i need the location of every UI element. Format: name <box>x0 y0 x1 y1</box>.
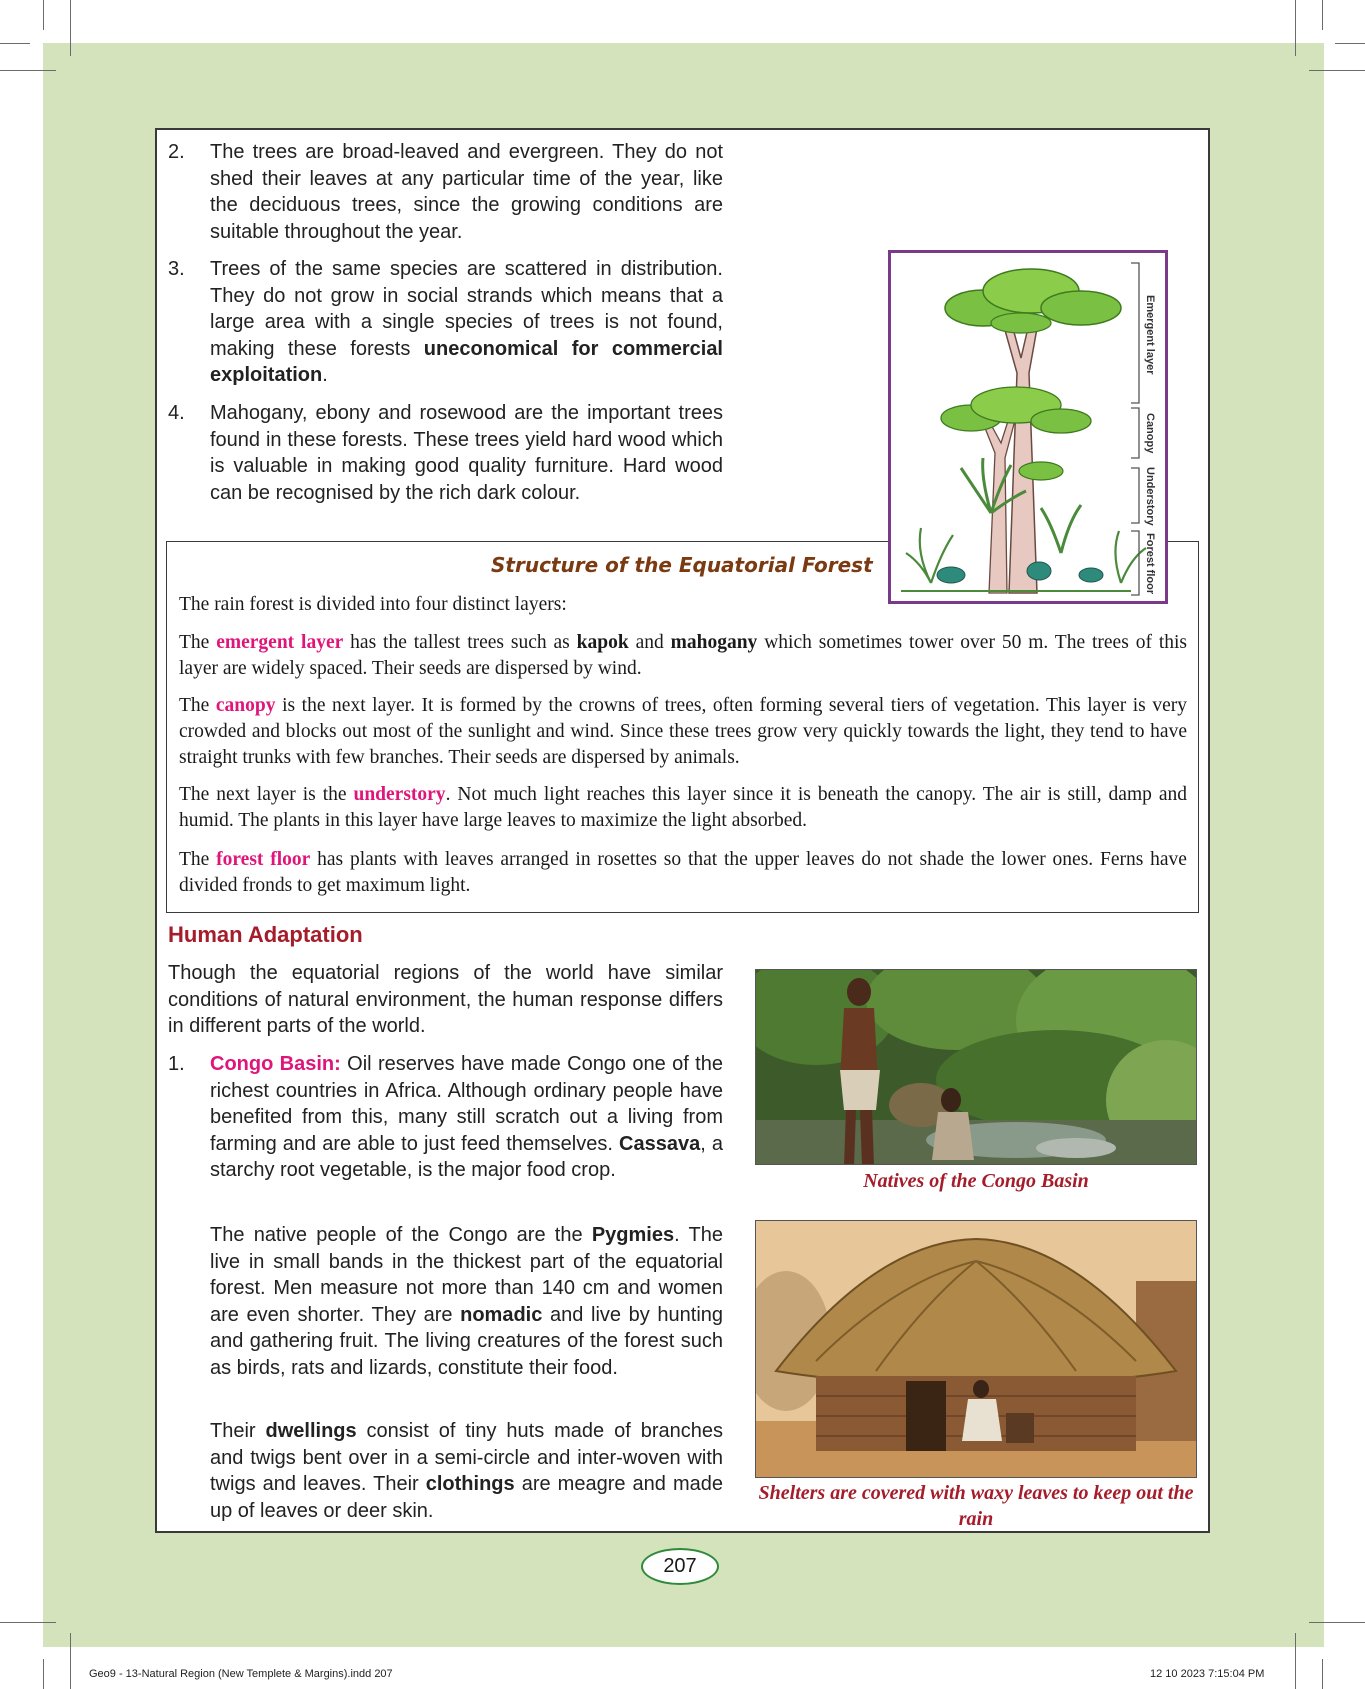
crop-mark <box>70 1633 71 1689</box>
tree-illustration <box>891 253 1165 601</box>
layer-label: Canopy <box>1144 413 1156 454</box>
hut-scene-image <box>756 1221 1197 1478</box>
highlight-term: understory <box>353 784 446 805</box>
list-item <box>168 256 723 389</box>
text-part: The <box>179 849 217 870</box>
crop-mark <box>70 0 71 56</box>
crop-mark <box>1295 0 1296 56</box>
layer-label: Forest floor <box>1144 533 1156 595</box>
highlight-term: canopy <box>215 695 276 716</box>
list-item <box>168 139 723 245</box>
forest-layers-figure <box>888 250 1168 604</box>
list-text: The trees are broad-leaved and evergreen. They do not shed their leaves at any particular time of the year, like the deciduous trees, since the growing conditions are suitable throughout the year. <box>210 141 723 243</box>
crop-mark <box>43 1659 44 1689</box>
text-part: , a starchy root vegetable, is the major food crop. <box>210 1132 723 1181</box>
photo-caption: Shelters are covered with waxy leaves to keep out the rain <box>758 1482 1194 1530</box>
text-part: . Not much light reaches this layer since it is beneath the canopy. The air is still, damp and humid. The plants in this layer have large leaves to maximize the light absorbed. <box>179 784 1187 831</box>
bold-term: Cassava <box>619 1132 701 1155</box>
forest-scene-image <box>756 970 1197 1165</box>
highlight-term: emergent layer <box>216 632 344 653</box>
list-text-part: . <box>322 364 328 386</box>
list-item <box>168 1051 723 1184</box>
box-paragraph-understory <box>179 782 1187 834</box>
layer-label: Understory <box>1144 467 1156 526</box>
text-part: has the tallest trees such as <box>343 632 577 653</box>
bold-term: kapok <box>576 632 629 653</box>
bold-phrase: uneconomical for commercial exploitation <box>210 337 723 386</box>
text-part: are meagre and made up of leaves or deer skin. <box>210 1473 723 1522</box>
text-part: Their <box>210 1420 266 1442</box>
bold-term: Pygmies <box>591 1224 675 1246</box>
highlight-term: forest floor <box>216 849 311 870</box>
page-number: 207 <box>641 1548 719 1585</box>
crop-mark <box>1309 70 1365 71</box>
list-text <box>210 1051 723 1184</box>
list-number: 4. <box>168 402 185 424</box>
text-part: Oil reserves have made Congo one of the richest countries in Africa. Although ordinary people have benefited from this, many still scratch out a living from farming and are able to just feed themselves. <box>210 1053 723 1155</box>
text-part: is the next layer. It is formed by the crowns of trees, often forming several tiers of vegetation. This layer is very crowded and blocks out most of the sunlight and wind. Since these trees grow very quickly towards the light, they tend to have straight trunks with few branches. Their seeds are dispersed by animals. <box>179 695 1187 768</box>
crop-mark <box>1322 1659 1323 1689</box>
list-text <box>210 256 723 389</box>
slug-file-info: Geo9 - 13-Natural Region (New Templete & Margins).indd 207 <box>89 1668 393 1680</box>
crop-mark <box>1295 1633 1296 1689</box>
list-number: 3. <box>168 258 185 280</box>
section-heading: Human Adaptation <box>168 922 363 947</box>
text-part: which sometimes tower over 50 m. The trees of this layer are widely spaced. Their seeds are dispersed by wind. <box>179 632 1187 679</box>
text-part: has plants with leaves arranged in rosettes so that the upper leaves do not shade the lower ones. Ferns have divided fronds to get maximum light. <box>179 849 1187 896</box>
crop-mark <box>43 0 44 30</box>
crop-mark <box>0 43 30 44</box>
box-intro: The rain forest is divided into four distinct layers: <box>179 594 567 615</box>
text-part: and <box>628 632 671 653</box>
crop-mark <box>0 70 56 71</box>
bold-term: mahogany <box>670 632 758 653</box>
crop-mark <box>1322 0 1323 30</box>
slug-timestamp: 12 10 2023 7:15:04 PM <box>1150 1668 1265 1680</box>
photo-caption: Natives of the Congo Basin <box>863 1170 1089 1192</box>
text-part: The <box>179 632 217 653</box>
crop-mark <box>0 1622 56 1623</box>
photo-congo-natives <box>755 969 1197 1165</box>
list-item <box>168 400 723 506</box>
text-part: . The live in small bands in the thickest part of the equatorial forest. Men measure not more than 140 cm and women are even shorter. They are <box>210 1224 723 1326</box>
section-intro: Though the equatorial regions of the world have similar conditions of natural environment, the human response differs in different parts of the world. <box>168 962 723 1037</box>
box-paragraph-emergent <box>179 630 1187 682</box>
text-part: The next layer is the <box>179 784 354 805</box>
text-part: consist of tiny huts made of branches and twigs bent over in a semi-circle and inter-woven with twigs and leaves. Their <box>210 1420 723 1495</box>
text-part: and live by hunting and gathering fruit. The living creatures of the forest such as birds, rats and lizards, constitute their food. <box>210 1303 724 1379</box>
highlight-term: Congo Basin: <box>210 1053 341 1075</box>
box-paragraph-canopy <box>179 693 1187 771</box>
photo-thatched-hut <box>755 1220 1197 1478</box>
text-part: The <box>179 695 216 716</box>
bold-term: dwellings <box>265 1420 357 1442</box>
list-number: 1. <box>168 1053 185 1075</box>
paragraph-dwellings <box>210 1418 723 1524</box>
list-text-part: Trees of the same species are scattered in distribution. They do not grow in social strands which means that a large area with a single species of trees is not found, making these forests <box>210 258 723 360</box>
list-number: 2. <box>168 141 185 163</box>
list-text: Mahogany, ebony and rosewood are the important trees found in these forests. These trees yield hard wood which is valuable in making good quality furniture. Hard wood can be recognised by the rich dark colour. <box>210 402 723 504</box>
text-part: The native people of the Congo are the <box>210 1224 592 1246</box>
crop-mark <box>1335 43 1365 44</box>
crop-mark <box>1309 1622 1365 1623</box>
box-paragraph-forest-floor <box>179 847 1187 899</box>
box-title: Structure of the Equatorial Forest <box>491 553 873 577</box>
bold-term: nomadic <box>460 1303 543 1326</box>
paragraph-pygmies <box>210 1222 723 1381</box>
bold-term: clothings <box>425 1473 515 1495</box>
layer-label: Emergent layer <box>1144 295 1156 375</box>
